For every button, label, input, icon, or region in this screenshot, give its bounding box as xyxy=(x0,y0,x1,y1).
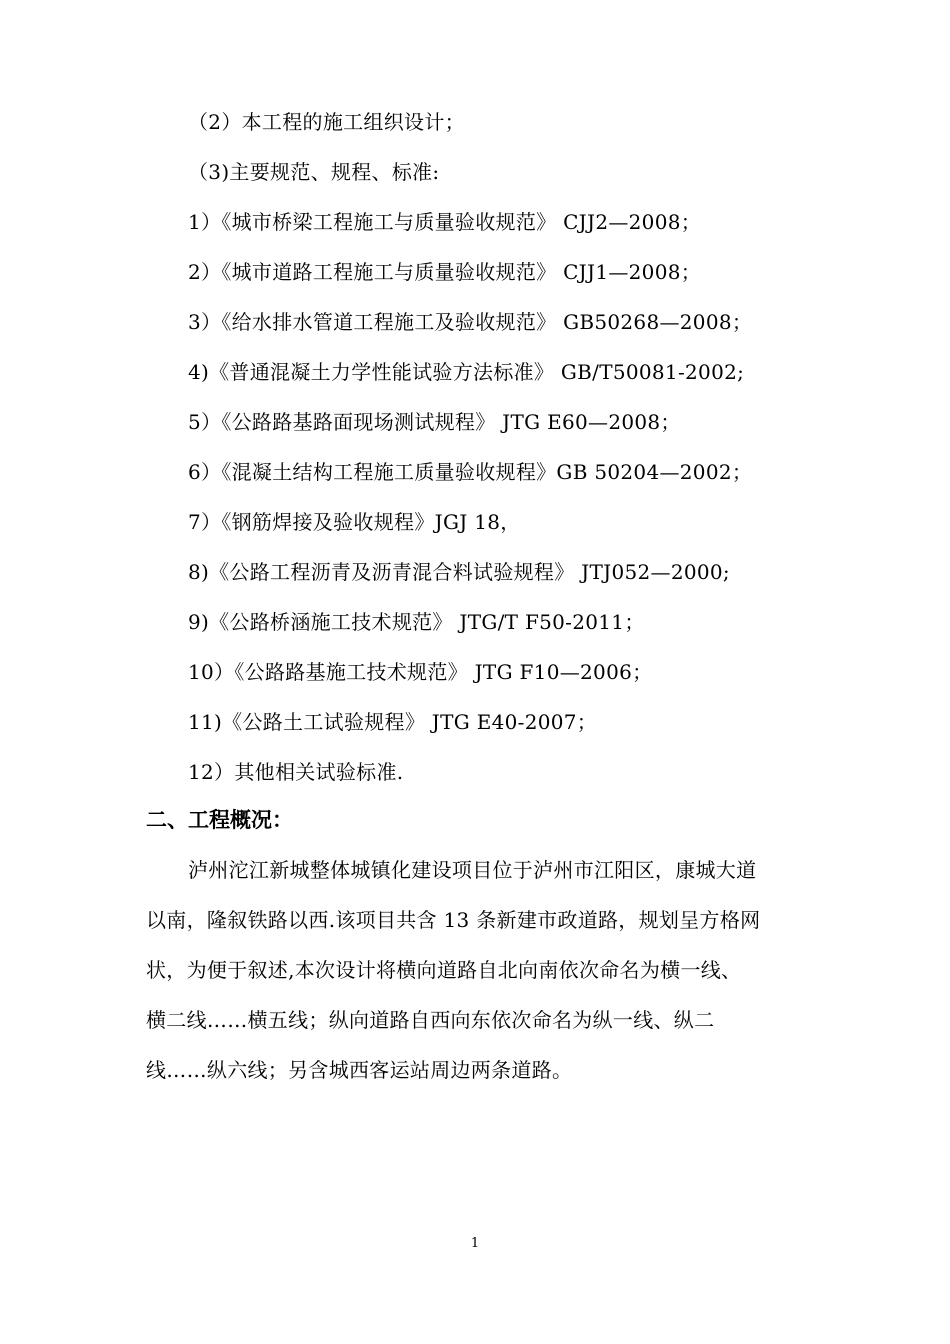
overview-line-1: 泸州沱江新城整体城镇化建设项目位于泸州市江阳区，康城大道 xyxy=(188,858,757,882)
section-heading-project-overview: 二、工程概况： xyxy=(146,808,293,832)
list-line-standard-10: 10）《公路路基施工技术规范》 JTG F10—2006； xyxy=(188,660,653,684)
list-line-standard-11: 11)《公路土工试验规程》 JTG E40-2007； xyxy=(188,710,598,734)
list-line-standard-12: 12）其他相关试验标准. xyxy=(188,760,404,784)
page-number: 1 xyxy=(470,1236,480,1251)
overview-line-5: 线……纵六线；另含城西客运站周边两条道路。 xyxy=(146,1058,573,1082)
list-line-standards-intro: （3)主要规范、规程、标准: xyxy=(188,160,440,184)
list-line-standard-1: 1）《城市桥梁工程施工与质量验收规范》 CJJ2—2008； xyxy=(188,210,702,234)
list-line-standard-2: 2）《城市道路工程施工与质量验收规范》 CJJ1—2008； xyxy=(188,260,702,284)
overview-line-2: 以南，隆叙铁路以西.该项目共含 13 条新建市政道路，规划呈方格网 xyxy=(146,908,761,932)
list-line-standard-3: 3）《给水排水管道工程施工及验收规范》 GB50268—2008； xyxy=(188,310,753,334)
list-line-standard-9: 9)《公路桥涵施工技术规范》 JTG/T F50-2011； xyxy=(188,610,645,634)
list-line-standard-7: 7）《钢筋焊接及验收规程》JGJ 18， xyxy=(188,510,521,534)
list-line-standard-5: 5）《公路路基路面现场测试规程》 JTG E60—2008； xyxy=(188,410,681,434)
list-line-construction-design: （2）本工程的施工组织设计； xyxy=(188,110,465,134)
overview-line-4: 横二线……横五线；纵向道路自西向东依次命名为纵一线、纵二 xyxy=(146,1008,715,1032)
list-line-standard-8: 8)《公路工程沥青及沥青混合料试验规程》 JTJ052—2000; xyxy=(188,560,730,584)
overview-line-3: 状，为便于叙述,本次设计将横向道路自北向南依次命名为横一线、 xyxy=(146,958,742,982)
list-line-standard-6: 6）《混凝土结构工程施工质量验收规程》GB 50204—2002； xyxy=(188,460,753,484)
list-line-standard-4: 4)《普通混凝土力学性能试验方法标准》 GB/T50081-2002; xyxy=(188,360,745,384)
